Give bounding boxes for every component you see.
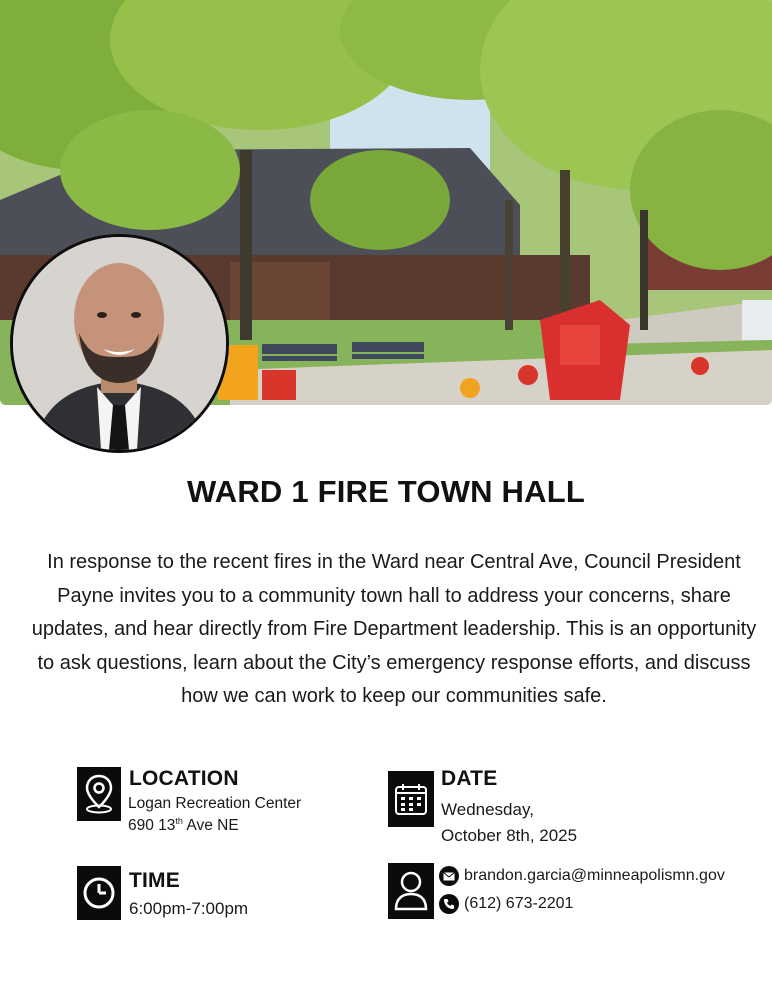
event-title: WARD 1 FIRE TOWN HALL [187,474,585,509]
location-pin-icon [77,767,121,821]
address-street-number: 690 13 [128,817,176,834]
address-street-name: Ave NE [182,817,239,834]
date-full: October 8th, 2025 [441,826,578,845]
time-value: 6:00pm-7:00pm [129,899,249,918]
phone-icon [439,894,459,914]
location-heading: LOCATION [129,767,239,790]
clock-icon [77,866,121,920]
calendar-icon [388,771,434,827]
location-address [128,815,239,837]
event-description: In response to the recent fires in the Ward near Central Ave, Council President Payne invites you to a community town hall to address your concerns, share updates, and hear directly from Fire Department leadership. This is an opportunity to ask questions, learn about the City’s emergency response efforts, and discuss how we can work to keep our communities safe. [31,551,757,708]
location-venue: Logan Recreation Center [128,795,302,812]
contact-email[interactable]: brandon.garcia@minneapolismn.gov [464,867,725,884]
date-heading: DATE [441,767,498,790]
contact-phone-row [439,894,573,914]
address-ordinal-suffix: th [175,815,183,826]
date-weekday: Wednesday, [441,800,534,819]
person-icon [388,863,434,919]
envelope-icon [439,866,459,886]
contact-email-row [439,866,725,886]
council-president-portrait [10,234,229,453]
time-heading: TIME [129,869,180,892]
contact-phone[interactable]: (612) 673-2201 [464,895,574,912]
